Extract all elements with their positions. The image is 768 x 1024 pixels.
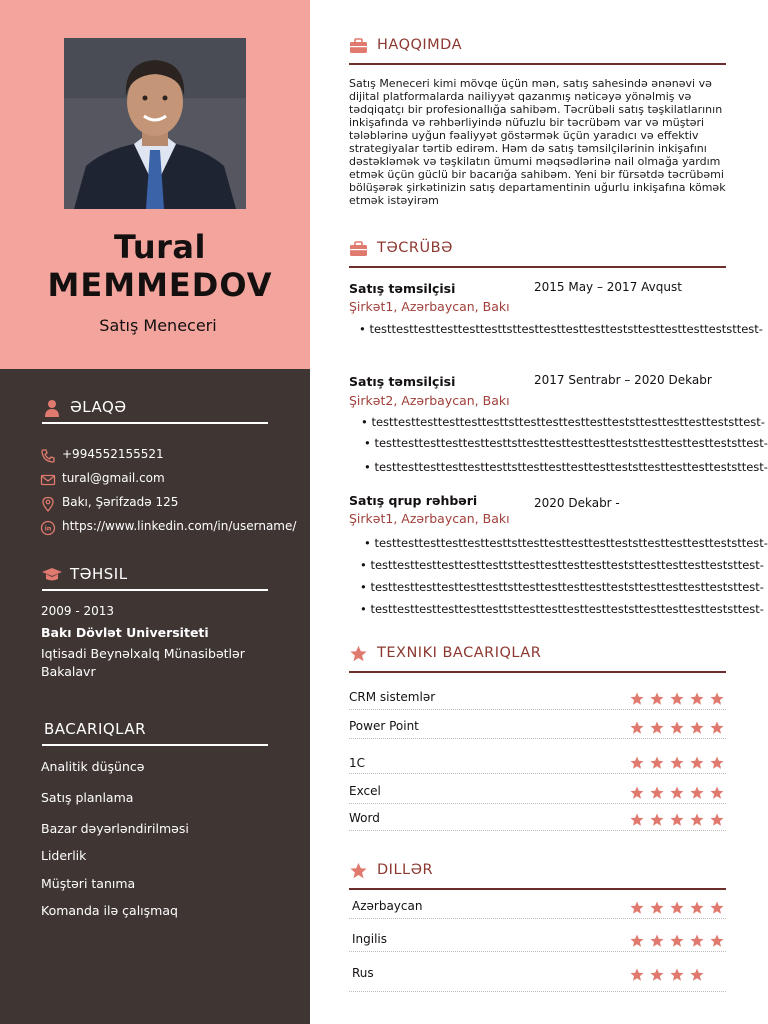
contact-phone-text: +994552155521 xyxy=(62,447,164,461)
star-icon xyxy=(630,786,644,800)
language-row xyxy=(349,899,726,919)
experience-heading-label: TƏCRÜBƏ xyxy=(377,240,453,256)
star-icon xyxy=(650,786,664,800)
star-icon xyxy=(690,692,704,706)
tech-skill-row xyxy=(349,811,726,831)
education-heading-label: TƏHSIL xyxy=(70,565,128,583)
job-position: Satış təmsilçisi xyxy=(349,281,456,296)
skill-item: Liderlik xyxy=(41,848,87,863)
languages-heading xyxy=(349,862,726,890)
job-bullet: • testtesttesttesttesttesttsttesttesttesttestteststtesttesttestteststtest- xyxy=(360,602,764,616)
education-school: Bakı Dövlət Universiteti xyxy=(41,625,209,640)
tech-skill-row xyxy=(349,784,726,804)
tech-skill-row xyxy=(349,719,726,739)
star-icon xyxy=(690,786,704,800)
phone-icon xyxy=(40,448,56,464)
job-company: Şirkət1, Azərbaycan, Bakı xyxy=(349,511,510,526)
briefcase-icon xyxy=(349,240,368,258)
tech-skills-heading-label: TEXNIKI BACARIQLAR xyxy=(377,645,542,661)
profile-photo xyxy=(64,38,246,209)
star-icon xyxy=(690,968,704,982)
star-icon xyxy=(670,813,684,827)
person-icon xyxy=(42,398,62,418)
star-icon xyxy=(650,721,664,735)
contact-heading-label: ƏLAQƏ xyxy=(70,398,127,416)
about-heading-label: HAQQIMDA xyxy=(377,37,463,53)
skill-item: Analitik düşüncə xyxy=(41,759,145,774)
star-icon xyxy=(670,901,684,915)
rating-stars xyxy=(630,901,726,917)
star-icon xyxy=(650,934,664,948)
star-icon xyxy=(630,968,644,982)
job-position: Satış təmsilçisi xyxy=(349,374,456,389)
star-icon xyxy=(710,934,724,948)
tech-skill-row xyxy=(349,754,726,774)
tech-skill-name: 1C xyxy=(349,756,366,770)
job-company: Şirkət2, Azərbaycan, Bakı xyxy=(349,393,510,408)
svg-text:in: in xyxy=(44,524,52,533)
star-icon xyxy=(670,968,684,982)
star-icon xyxy=(690,721,704,735)
experience-heading xyxy=(349,240,726,268)
job-bullet: • testtesttesttesttesttesttsttesttesttesttestteststtesttesttestteststtest- xyxy=(364,460,768,474)
star-icon xyxy=(690,813,704,827)
job-bullet: • testtesttesttesttesttesttsttesttesttesttestteststtesttesttestteststtest- xyxy=(364,436,768,450)
star-icon xyxy=(630,934,644,948)
job-title: Satış Meneceri xyxy=(99,316,217,335)
star-icon xyxy=(650,968,664,982)
job-bullet: • testtesttesttesttesttesttsttesttesttesttestteststtesttesttestteststtest- xyxy=(360,580,764,594)
skill-item: Müştəri tanıma xyxy=(41,876,136,891)
language-row xyxy=(349,966,726,992)
language-name: Azərbaycan xyxy=(352,899,423,913)
mail-icon xyxy=(40,472,56,488)
tech-skill-name: Power Point xyxy=(349,719,419,733)
star-icon xyxy=(670,934,684,948)
job-dates: 2015 May – 2017 Avqust xyxy=(534,280,682,294)
job-bullet: • testtesttesttesttesttesttsttesttesttesttestteststtesttesttestteststtest- xyxy=(361,415,765,429)
star-icon xyxy=(650,901,664,915)
rating-stars xyxy=(630,721,726,737)
star-icon xyxy=(690,756,704,770)
star-icon xyxy=(670,692,684,706)
last-name: MEMMEDOV xyxy=(47,266,273,304)
about-heading xyxy=(349,37,726,65)
contact-email-text: tural@gmail.com xyxy=(62,471,165,485)
rating-stars xyxy=(630,934,726,950)
star-icon xyxy=(650,692,664,706)
star-icon xyxy=(710,901,724,915)
language-row xyxy=(349,932,726,952)
star-icon xyxy=(630,901,644,915)
education-field: Iqtisadi Beynəlxalq Münasibətlər xyxy=(41,646,245,661)
rating-stars xyxy=(630,756,726,772)
skill-item: Satış planlama xyxy=(41,790,134,805)
job-position: Satış qrup rəhbəri xyxy=(349,493,478,508)
skills-heading xyxy=(42,720,268,746)
language-name: Ingilis xyxy=(352,932,388,946)
job-company: Şirkət1, Azərbaycan, Bakı xyxy=(349,299,510,314)
star-icon xyxy=(630,692,644,706)
star-icon xyxy=(690,901,704,915)
about-text: Satış Meneceri kimi mövqe üçün mən, satış sahesində ənənəvi və dijital platformalarda nailiyyət qazanmış nəticəyə yönəlmiş və tədqiqatçı bir profesionallığa sahibəm. Təcrübəli satış təşkilatlarının inkişafında və rəhbərliyində nüfuzlu bir təcrübəm var və müştəri tələblərinə uyğun fəaliyyət göstərmək üçün yaradıcı və effektiv strategiyalar tərtib edirəm. Həm də satış təmsilçilərinin inkişafını dəstəkləmək və təşkilatın ümumi məqsədlərinə nail olmağa yardım etmək üçün güclü bir bacarığa sahibəm. Yeni bir fürsətdə təcrübəmi bölüşərək şirkətinizin satış departamentinin uğurlu inkişafına kömək etmək istəyirəm xyxy=(349,77,726,207)
star-icon xyxy=(650,756,664,770)
star-icon xyxy=(670,721,684,735)
star-icon xyxy=(349,862,368,880)
star-icon xyxy=(710,721,724,735)
graduation-cap-icon xyxy=(42,565,62,585)
star-icon xyxy=(349,645,368,663)
contact-linkedin-text: https://www.linkedin.com/in/username/ xyxy=(62,519,297,533)
job-bullet: • testtesttesttesttesttesttsttesttesttesttestteststtesttesttestteststtest- xyxy=(364,536,768,550)
star-icon xyxy=(630,721,644,735)
education-degree: Bakalavr xyxy=(41,664,96,679)
first-name: Tural xyxy=(114,228,206,266)
star-icon xyxy=(710,692,724,706)
languages-heading-label: DILLƏR xyxy=(377,862,434,878)
star-icon xyxy=(670,756,684,770)
star-icon xyxy=(710,786,724,800)
education-heading xyxy=(42,565,268,591)
contact-heading xyxy=(42,398,268,424)
tech-skills-heading xyxy=(349,645,726,673)
skills-heading-label: BACARIQLAR xyxy=(44,720,147,738)
briefcase-icon xyxy=(349,37,368,55)
tech-skill-name: CRM sistemlər xyxy=(349,690,436,704)
star-icon xyxy=(630,756,644,770)
skill-item: Bazar dəyərləndirilməsi xyxy=(41,821,189,836)
education-years: 2009 - 2013 xyxy=(41,604,115,618)
star-icon xyxy=(630,813,644,827)
rating-stars xyxy=(630,786,726,802)
tech-skill-name: Excel xyxy=(349,784,381,798)
skill-item: Komanda ilə çalışmaq xyxy=(41,903,178,918)
star-icon xyxy=(670,786,684,800)
contact-address-text: Bakı, Şərifzadə 125 xyxy=(62,495,179,509)
linkedin-icon xyxy=(40,520,56,536)
tech-skill-name: Word xyxy=(349,811,380,825)
job-dates: 2017 Sentrabr – 2020 Dekabr xyxy=(534,373,712,387)
star-icon xyxy=(650,813,664,827)
star-icon xyxy=(690,934,704,948)
location-icon xyxy=(40,496,56,512)
tech-skill-row xyxy=(349,690,726,710)
job-bullet: • testtesttesttesttesttesttsttesttesttesttestteststtesttesttestteststtest- xyxy=(360,558,764,572)
star-icon xyxy=(710,756,724,770)
star-icon xyxy=(710,813,724,827)
language-name: Rus xyxy=(352,966,374,980)
job-dates: 2020 Dekabr - xyxy=(534,496,620,510)
sidebar-background xyxy=(0,369,310,1024)
rating-stars xyxy=(630,813,726,829)
rating-stars xyxy=(630,692,726,708)
rating-stars xyxy=(630,968,726,984)
job-bullet: • testtesttesttesttesttesttsttesttesttesttestteststtesttesttestteststtest- xyxy=(359,322,763,336)
